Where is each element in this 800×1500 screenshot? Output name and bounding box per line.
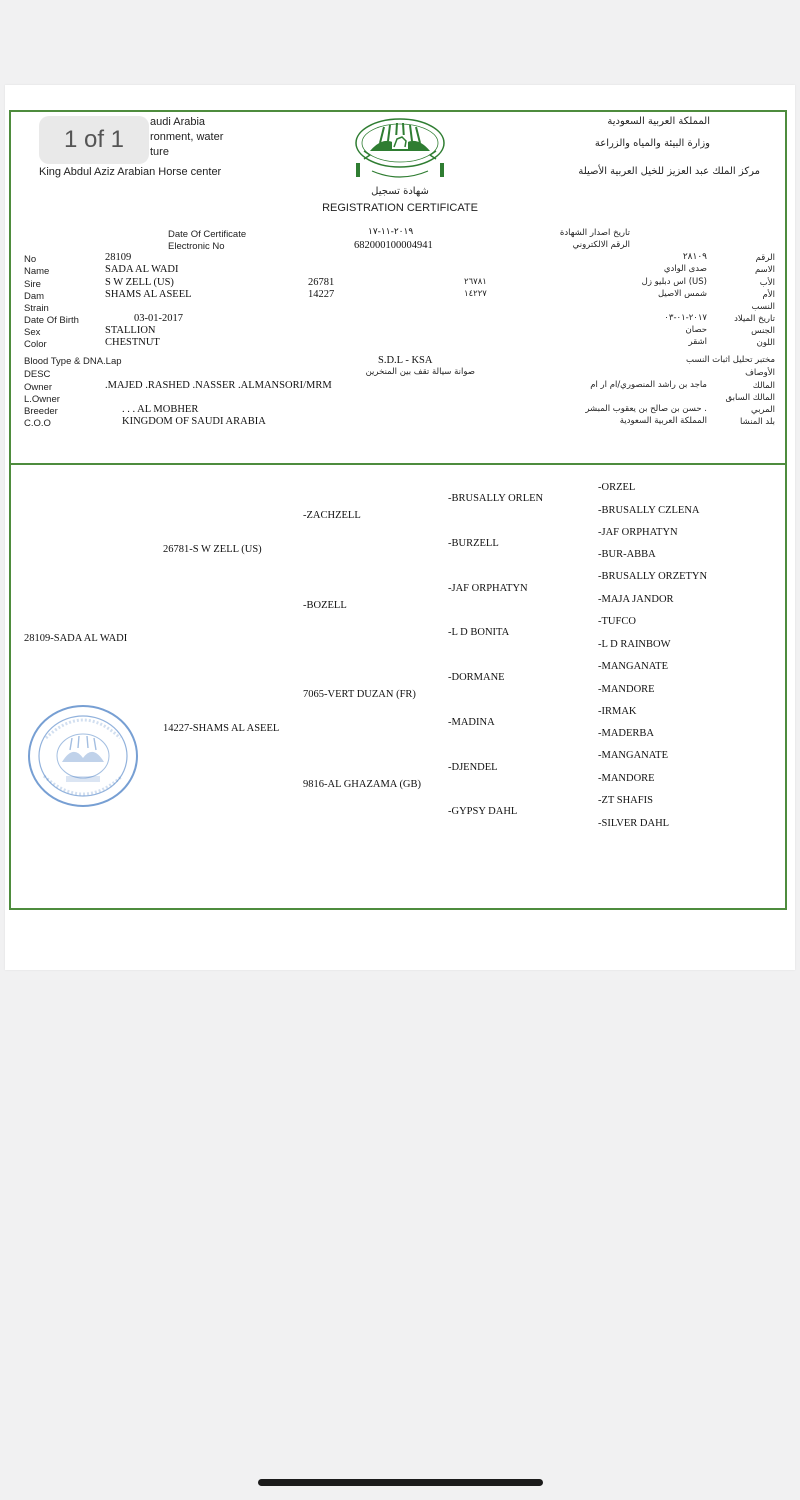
strain-label: Strain (24, 303, 49, 314)
pedigree-gen4: -MANGANATE (598, 750, 668, 761)
breeder-value-ar: . حسن بن صالح بن يعقوب المبشر (585, 404, 707, 414)
dob-label: Date Of Birth (24, 315, 79, 326)
color-label: Color (24, 339, 47, 350)
pedigree-gen2: 9816-AL GHAZAMA (GB) (303, 779, 422, 790)
pedigree-gen4: -SILVER DAHL (598, 818, 670, 829)
blood-type-label: Blood Type & DNA.Lap (24, 356, 122, 367)
sex-label-ar: الجنس (751, 326, 775, 336)
blood-type-value: S.D.L - KSA (378, 355, 433, 366)
name-label-ar: الاسم (755, 265, 775, 275)
page-indicator-badge: 1 of 1 (39, 116, 149, 164)
no-value-ar: ٢٨١٠٩ (682, 252, 707, 262)
no-label: No (24, 254, 37, 265)
strain-label-ar: النسب (751, 302, 775, 312)
owner-label: Owner (24, 382, 52, 393)
lowner-label-ar: المالك السابق (725, 393, 775, 403)
pedigree-gen3: -DJENDEL (448, 762, 498, 773)
lowner-label: L.Owner (24, 394, 60, 405)
header-en-center: King Abdul Aziz Arabian Horse center (39, 166, 222, 178)
color-label-ar: اللون (756, 338, 775, 348)
desc-label: DESC (24, 369, 51, 380)
dam-label: Dam (24, 291, 45, 302)
header-ar-line1: المملكة العربية السعودية (607, 116, 710, 127)
pedigree-gen4: -MANDORE (598, 684, 655, 695)
coo-value-ar: المملكة العربية السعودية (619, 416, 707, 426)
date-of-certificate-label: Date Of Certificate (168, 229, 247, 240)
desc-value-ar: صوانة سيالة تقف بين المنخرين (365, 367, 475, 377)
pedigree-gen4: -MANDORE (598, 773, 655, 784)
pedigree-gen4: -BRUSALLY ORZETYN (598, 571, 708, 582)
pedigree-gen4: -BUR-ABBA (598, 549, 656, 560)
owner-value: .MAJED .RASHED .NASSER .ALMANSORI/MRM (105, 380, 332, 391)
pedigree-gen3: -JAF ORPHATYN (448, 583, 528, 594)
pedigree-gen3: -MADINA (448, 717, 495, 728)
sire-label: Sire (24, 279, 41, 290)
header-en-line1: audi Arabia (150, 116, 206, 128)
pedigree-gen4: -MADERBA (598, 728, 655, 739)
blood-type-label-ar: مختبر تحليل اثبات النسب (686, 355, 775, 365)
center-logo-emblem (350, 113, 450, 181)
name-value: SADA AL WADI (105, 264, 179, 275)
home-indicator-bar[interactable] (258, 1479, 543, 1486)
no-value: 28109 (105, 252, 132, 263)
dam-label-ar: الأم (762, 290, 775, 300)
pedigree-gen4: -BRUSALLY CZLENA (598, 505, 700, 516)
pedigree-gen2: -BOZELL (303, 600, 347, 611)
owner-value-ar: ماجد بن راشد المنصوري/ام ار ام (590, 380, 707, 390)
pedigree-gen4: -JAF ORPHATYN (598, 527, 678, 538)
sire-number: 26781 (308, 277, 335, 288)
color-value-ar: اشقر (688, 337, 707, 347)
coo-value: KINGDOM OF SAUDI ARABIA (122, 416, 266, 427)
header-en-line3: ture (150, 146, 169, 158)
breeder-label-ar: المربي (750, 405, 775, 415)
sex-label: Sex (24, 327, 41, 338)
electronic-no-label-ar: الرقم الالكتروني (572, 240, 630, 250)
owner-label-ar: المالك (752, 381, 775, 391)
dob-label-ar: تاريخ الميلاد (734, 314, 775, 324)
pedigree-gen4: -MAJA JANDOR (598, 594, 674, 605)
pedigree-gen3: -BRUSALLY ORLEN (448, 493, 544, 504)
dob-value: 03-01-2017 (134, 313, 183, 324)
sire-number-ar: ٢٦٧٨١ (464, 277, 487, 287)
pedigree-gen4: -IRMAK (598, 706, 637, 717)
dam-number: 14227 (308, 289, 335, 300)
electronic-no-label: Electronic No (168, 241, 225, 252)
breeder-label: Breeder (24, 406, 58, 417)
pedigree-dam: 14227-SHAMS AL ASEEL (163, 723, 280, 734)
sex-value-ar: حصان (685, 325, 707, 335)
title-arabic: شهادة تسجيل (371, 186, 429, 197)
pedigree-sire: 26781-S W ZELL (US) (163, 544, 262, 555)
sex-value: STALLION (105, 325, 156, 336)
date-of-certificate-value: ٢٠١٩-١١-١٧ (368, 227, 414, 237)
name-label: Name (24, 266, 50, 277)
pedigree-gen4: -ORZEL (598, 482, 636, 493)
header-ar-line2: وزارة البيئة والمياه والزراعة (594, 138, 710, 149)
color-value: CHESTNUT (105, 337, 160, 348)
desc-label-ar: الأوصاف (745, 368, 775, 378)
coo-label: C.O.O (24, 418, 51, 429)
pedigree-gen3: -DORMANE (448, 672, 505, 683)
pedigree-gen3: -L D BONITA (448, 627, 510, 638)
dam-value: SHAMS AL ASEEL (105, 289, 192, 300)
pedigree-gen3: -BURZELL (448, 538, 499, 549)
registry-stamp (26, 702, 140, 810)
dam-value-ar: شمس الاصيل (657, 289, 707, 299)
date-of-certificate-label-ar: تاريخ اصدار الشهادة (559, 228, 630, 238)
dam-number-ar: ١٤٢٢٧ (464, 289, 487, 299)
dob-value-ar: ٢٠١٧-٠١-٠٣ (664, 313, 707, 323)
electronic-no-value: 682000100004941 (354, 240, 433, 251)
pedigree-horse: 28109-SADA AL WADI (24, 633, 128, 644)
sire-label-ar: الأب (759, 278, 775, 288)
pedigree-gen2: -ZACHZELL (303, 510, 361, 521)
sire-value: S W ZELL (US) (105, 277, 174, 288)
sire-value-ar: (US) اس دبليو زل (641, 277, 707, 287)
coo-label-ar: بلد المنشا (740, 417, 775, 427)
pedigree-gen2: 7065-VERT DUZAN (FR) (303, 689, 416, 700)
pedigree-gen4: -ZT SHAFIS (598, 795, 653, 806)
section-divider (9, 463, 787, 465)
breeder-value: . . . AL MOBHER (122, 404, 199, 415)
header-ar-center: مركز الملك عبد العزيز للخيل العربية الأصيلة (578, 166, 760, 177)
pedigree-gen3: -GYPSY DAHL (448, 806, 518, 817)
header-en-line2: ronment, water (150, 131, 224, 143)
title-english: REGISTRATION CERTIFICATE (322, 202, 478, 214)
pedigree-gen4: -TUFCO (598, 616, 636, 627)
pedigree-gen4: -L D RAINBOW (598, 639, 671, 650)
pedigree-gen4: -MANGANATE (598, 661, 668, 672)
name-value-ar: صدى الوادي (663, 264, 707, 274)
no-label-ar: الرقم (755, 253, 775, 263)
